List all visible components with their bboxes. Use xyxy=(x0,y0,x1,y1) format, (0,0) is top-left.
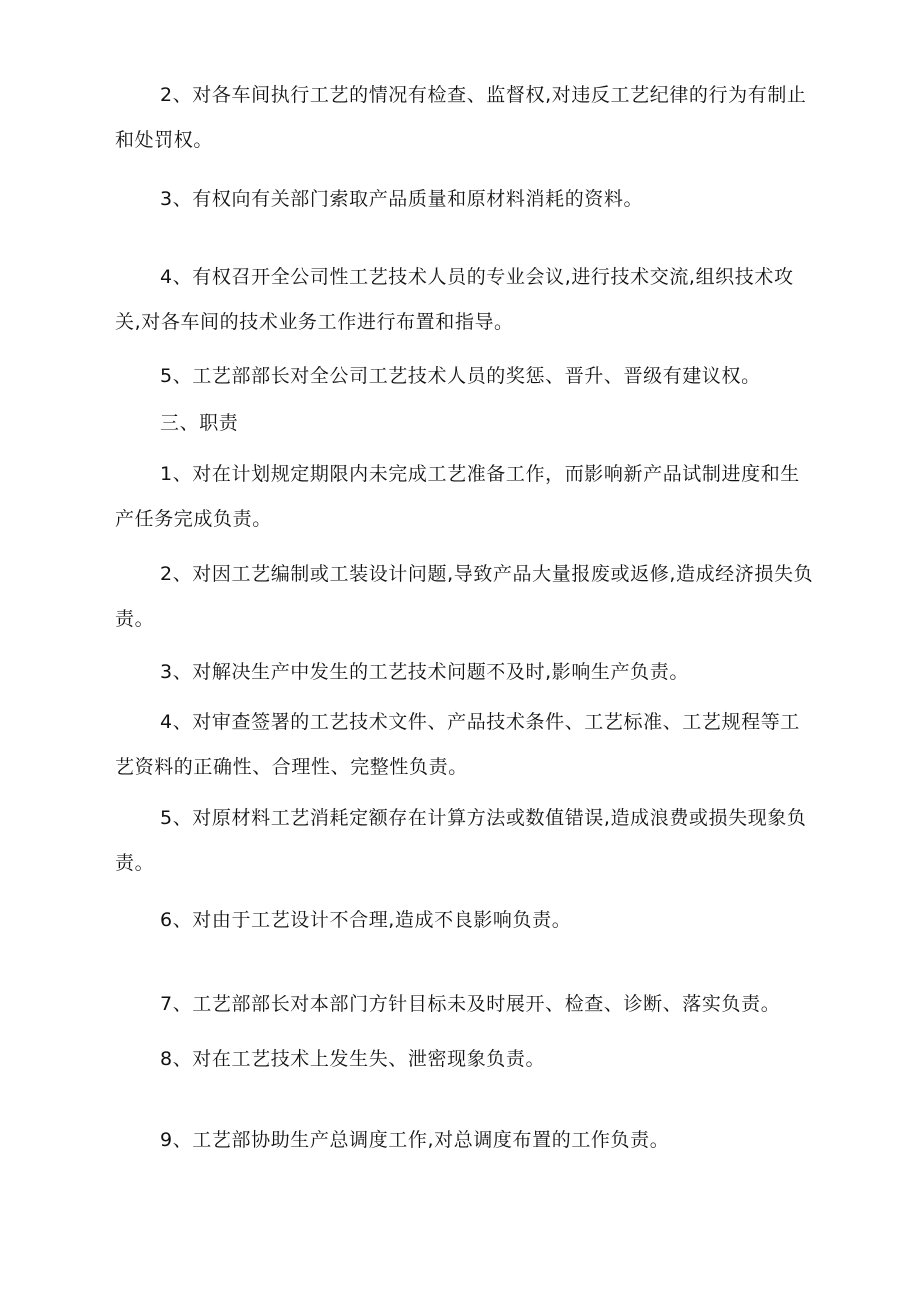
paragraph-rights-2: 2、对各车间执行工艺的情况有检查、监督权,对违反工艺纪律的行为有制止和处罚权。 xyxy=(115,84,807,151)
paragraph-duty-4: 4、对审查签署的工艺技术文件、产品技术条件、工艺标准、工艺规程等工艺资料的正确性、合理性、完整性负责。 xyxy=(115,711,800,778)
paragraph-duty-7: 7、工艺部部长对本部门方针目标未及时展开、检查、诊断、落实负责。 xyxy=(160,993,781,1015)
paragraph-duty-3: 3、对解决生产中发生的工艺技术问题不及时,影响生产负责。 xyxy=(160,661,689,683)
paragraph-duty-8: 8、对在工艺技术上发生失、泄密现象负责。 xyxy=(160,1048,546,1070)
paragraph-duty-6: 6、对由于工艺设计不合理,造成不良影响负责。 xyxy=(160,909,572,931)
paragraph-duty-2: 2、对因工艺编制或工装设计问题,导致产品大量报废或返修,造成经济损失负责。 xyxy=(115,563,814,630)
paragraph-rights-4: 4、有权召开全公司性工艺技术人员的专业会议,进行技术交流,组织技术攻关,对各车间的技术业务工作进行布置和指导。 xyxy=(115,266,794,333)
section-heading-duties: 三、职责 xyxy=(160,412,239,434)
paragraph-rights-3: 3、有权向有关部门索取产品质量和原材料消耗的资料。 xyxy=(160,188,644,210)
paragraph-duty-1: 1、对在计划规定期限内未完成工艺准备工作，而影响新产品试制进度和生产任务完成负责。 xyxy=(115,463,800,530)
paragraph-duty-9: 9、工艺部协助生产总调度工作,对总调度布置的工作负责。 xyxy=(160,1129,670,1151)
paragraph-rights-5: 5、工艺部部长对全公司工艺技术人员的奖惩、晋升、晋级有建议权。 xyxy=(160,365,761,387)
paragraph-duty-5: 5、对原材料工艺消耗定额存在计算方法或数值错误,造成浪费或损失现象负责。 xyxy=(115,807,807,874)
